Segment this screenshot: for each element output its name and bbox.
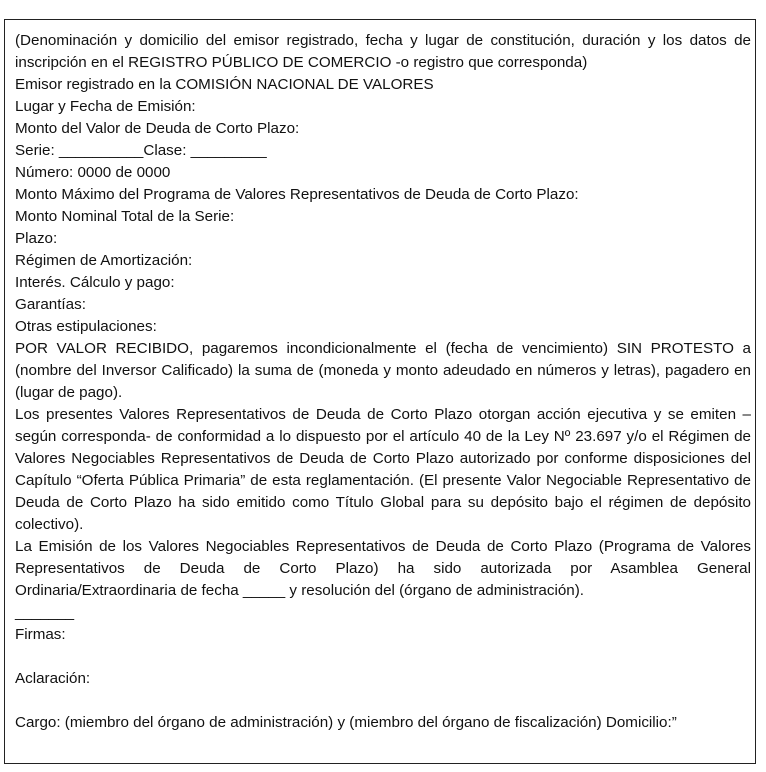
plazo-line: Plazo:: [15, 230, 58, 247]
lugar-fecha-line: Lugar y Fecha de Emisión:: [15, 98, 196, 115]
emision-paragraph: La Emisión de los Valores Negociables Representativos de Deuda de Corto Plazo (Programa de Valores Representativos de Deuda de Corto Plazo) ha sido autorizada por Asamblea General Ordinaria/Extraordinaria de fecha _____ y resolución del (órgano de administración).: [15, 538, 751, 599]
cargo-line: Cargo: (miembro del órgano de administración) y (miembro del órgano de fiscalización) Domicilio:”: [15, 714, 677, 731]
spacer: [15, 690, 751, 712]
por-valor-paragraph: POR VALOR RECIBIDO, pagaremos incondicionalmente el (fecha de vencimiento) SIN PROTESTO a (nombre del Inversor Calificado) la suma de (moneda y monto adeudado en números y letras), pagadero en (lugar de pago).: [15, 340, 751, 401]
presentes-paragraph: Los presentes Valores Representativos de Deuda de Corto Plazo otorgan acción ejecutiva y se emiten –según corresponda- de conformidad a lo dispuesto por el artículo 40 de la Ley Nº 23.697 y/o el Régimen de Valores Negociables Representativos de Deuda de Corto Plazo autorizado por conforme disposiciones del Capítulo “Oferta Pública Primaria” de esta reglamentación. (El presente Valor Negociable Representativo de Deuda de Corto Plazo ha sido emitido como Título Global para su depósito bajo el régimen de depósito colectivo).: [15, 406, 751, 533]
signature-line: _______: [15, 604, 75, 621]
otras-line: Otras estipulaciones:: [15, 318, 157, 335]
serie-clase-line: Serie: __________Clase: _________: [15, 142, 267, 159]
emisor-line: Emisor registrado en la COMISIÓN NACIONAL DE VALORES: [15, 76, 434, 93]
document-body: [15, 30, 751, 734]
spacer: [15, 646, 751, 668]
regimen-line: Régimen de Amortización:: [15, 252, 193, 269]
interes-line: Interés. Cálculo y pago:: [15, 274, 175, 291]
aclaracion-line: Aclaración:: [15, 670, 91, 687]
header-note: (Denominación y domicilio del emisor registrado, fecha y lugar de constitución, duración y los datos de inscripción en el REGISTRO PÚBLICO DE COMERCIO -o registro que corresponda): [15, 32, 751, 71]
firmas-line: Firmas:: [15, 626, 66, 643]
garantias-line: Garantías:: [15, 296, 86, 313]
monto-valor-line: Monto del Valor de Deuda de Corto Plazo:: [15, 120, 300, 137]
numero-line: Número: 0000 de 0000: [15, 164, 171, 181]
monto-maximo-line: Monto Máximo del Programa de Valores Representativos de Deuda de Corto Plazo:: [15, 186, 579, 203]
monto-nominal-line: Monto Nominal Total de la Serie:: [15, 208, 235, 225]
